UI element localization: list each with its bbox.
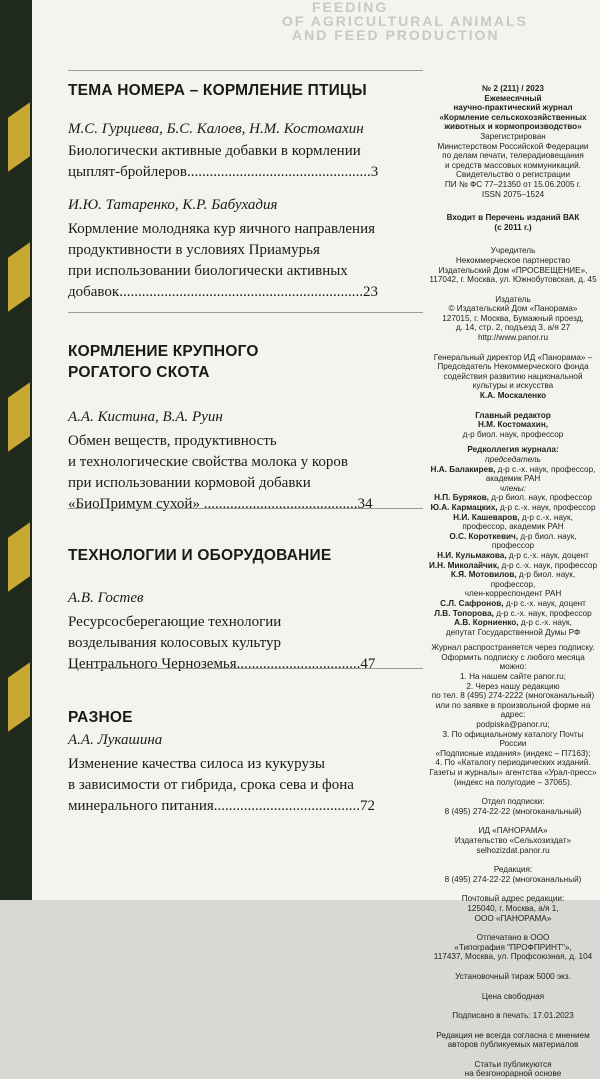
imprint-column (428, 84, 598, 1079)
member-name: К.Я. Мотовилов, (450, 570, 517, 580)
article-line[interactable]: в зависимости от гибрида, срока сева и фона (68, 777, 354, 793)
table-of-contents (68, 70, 423, 817)
redaction-line: Редакция: (493, 865, 533, 875)
editor-name: Н.М. Костомахин, (477, 420, 549, 430)
director-line: Председатель Некоммерческого фонда (437, 362, 589, 372)
founder-line: Издательский Дом «ПРОСВЕЩЕНИЕ», (438, 265, 588, 275)
journal-banner (252, 0, 582, 43)
journal-line: Ежемесячный (484, 93, 542, 103)
reg-line: по делам печати, телерадиовещания (442, 151, 584, 161)
reg-line: Свидетельство о регистрации (455, 170, 571, 180)
founder-line: Учредитель (490, 246, 536, 256)
postal-line: ООО «ПАНОРАМА» (474, 913, 552, 923)
member-name: А.В. Корниенко, (454, 618, 519, 628)
authors-2: И.Ю. Татаренко, К.Р. Бабухадия (68, 197, 278, 213)
subscription-line: 2. Через нашу редакцию (466, 681, 560, 691)
director-line: культуры и искусства (472, 381, 554, 391)
subscription-line: 4. По «Каталогу периодических изданий. (435, 758, 591, 768)
members-label: члены: (499, 483, 527, 493)
member-name: Ю.А. Кармацких, (430, 502, 498, 512)
disclaimer-line: авторов публикуемых материалов (447, 1040, 579, 1050)
authors-4: А.В. Гостев (68, 590, 144, 606)
subscription-line: Оформить подписку с любого месяца можно: (441, 652, 585, 672)
article-line[interactable]: минерального питания.......................................72 (68, 798, 376, 814)
member-name: Н.П. Буряков, (434, 493, 489, 503)
article-line[interactable]: цыплят-бройлеров.................................................3 (68, 164, 379, 180)
director-line: Генеральный директор ИД «Панорама» – (433, 352, 593, 362)
reg-line: Зарегистрирован (480, 131, 546, 141)
article-line[interactable]: Обмен веществ, продуктивность (68, 433, 277, 449)
print-line: Отпечатано в ООО (476, 933, 550, 943)
reg-line: и средств массовых коммуникаций. (445, 160, 581, 170)
vak-line: (с 2011 г.) (494, 222, 532, 232)
banner-line-1: FEEDING (312, 0, 389, 15)
founder-line: 117042, г. Москва, ул. Южнобутовская, д. 45 (429, 275, 597, 285)
authors-1: М.С. Гурциева, Б.С. Калоев, Н.М. Костомахин (68, 121, 364, 137)
member-name: О.С. Короткевич, (449, 531, 519, 541)
article-line[interactable]: «БиоПримум сухой» .........................................34 (68, 496, 373, 512)
member-degree: д-р с.-х. наук, профессор (500, 502, 596, 512)
divider-1 (68, 312, 423, 313)
reg-line: ПИ № ФС 77–21350 от 15.06.2005 г. (444, 179, 582, 189)
redaction-line: 8 (495) 274-22-22 (многоканальный) (444, 874, 582, 884)
banner-line-3: AND FEED PRODUCTION (292, 27, 500, 43)
dept-line: Отдел подписки: (481, 797, 545, 807)
id-link[interactable]: selhozizdat.panor.ru (476, 845, 550, 855)
journal-line: животных и кормопроизводство» (444, 122, 582, 132)
divider-2 (68, 508, 423, 509)
chair-name: Н.А. Балакирев, (430, 464, 496, 474)
publisher-link[interactable]: http://www.panor.ru (477, 333, 549, 343)
authors-5: А.А. Лукашина (68, 732, 163, 748)
id-line: Издательство «Сельхозиздат» (454, 835, 572, 845)
article-line[interactable]: возделывания колосовых культур (68, 635, 282, 651)
member-degree: депутат Государственной Думы РФ (445, 627, 581, 637)
article-line[interactable]: Биологически активные добавки в кормлении (68, 143, 361, 159)
director-name: К.А. Москаленко (479, 391, 547, 401)
publisher-line: Издатель (495, 294, 531, 304)
member-degree: д-р с.-х. наук, доцент (505, 598, 586, 608)
chair-degree: академик РАН (485, 474, 541, 484)
subscription-line: или по заявке в произвольной форме на адрес: (435, 700, 591, 720)
price: Цена свободная (481, 991, 545, 1001)
subscription-line: по тел. 8 (495) 274-2222 (многоканальный) (431, 691, 595, 701)
member-degree: д-р с.-х. наук, (520, 618, 572, 628)
print-line: 117437, Москва, ул. Профсоюзная, д. 104 (433, 952, 593, 962)
editor-degree: д-р биол. наук, профессор (462, 429, 564, 439)
section-heading-technology: ТЕХНОЛОГИИ И ОБОРУДОВАНИЕ (68, 547, 332, 564)
subscription-line: 1. На нашем сайте panor.ru; (460, 672, 566, 682)
review-line: Статьи публикуются (474, 1059, 552, 1069)
member-name: Н.И. Кашеваров, (453, 512, 520, 522)
review-line: на безгонорарной основе (464, 1069, 562, 1079)
member-degree: член-корреспондент РАН (464, 589, 562, 599)
member-degree: д-р с.-х. наук, профессор (501, 560, 597, 570)
member-name: Л.В. Топорова, (434, 608, 494, 618)
subscription-line: Журнал распространяется через подписку. (431, 643, 595, 653)
dept-line: 8 (495) 274-22-22 (многоканальный) (444, 806, 582, 816)
subscription-line: (индекс на полугодие – 37065). (453, 777, 573, 787)
member-name: Н.И. Кульмакова, (437, 550, 507, 560)
postal-line: 125040, г. Москва, а/я 1, (467, 903, 559, 913)
section-heading-cattle-1: КОРМЛЕНИЕ КРУПНОГО (68, 343, 259, 360)
article-line[interactable]: при использовании биологически активных (68, 263, 348, 279)
subscription-line: Газеты и журналы» агентства «Урал-пресс» (429, 768, 597, 777)
article-line[interactable]: при использовании кормовой добавки (68, 475, 311, 491)
chair-label: председатель (485, 455, 541, 464)
reg-line: ISSN 2075–1524 (481, 189, 545, 199)
vak-line: Входит в Перечень изданий ВАК (446, 213, 580, 223)
director-line: содействия развитию национальной (443, 371, 583, 381)
article-line[interactable]: Изменение качества силоса из кукурузы (68, 756, 325, 772)
member-degree: д-р биол. наук, профессор (491, 493, 592, 503)
member-degree: профессор, академик РАН (462, 522, 564, 532)
article-line[interactable]: продуктивности в условиях Приамурья (68, 242, 320, 258)
subscription-line: 3. По официальному каталогу Почты России (442, 729, 584, 749)
section-heading-misc: РАЗНОЕ (68, 709, 133, 726)
member-degree: д-р с.-х. наук, доцент (508, 550, 589, 560)
section-heading-poultry: ТЕМА НОМЕРА – КОРМЛЕНИЕ ПТИЦЫ (68, 82, 367, 99)
id-line: ИД «ПАНОРАМА» (478, 826, 548, 836)
section-heading-cattle-2: РОГАТОГО СКОТА (68, 364, 210, 381)
member-name: И.Н. Миколайчик, (429, 560, 500, 570)
subscription-line: «Подписные издания» (индекс – П7163); (435, 748, 591, 758)
reg-line: Министерством Российской Федерации (437, 141, 589, 151)
postal-line: Почтовый адрес редакции: (461, 894, 565, 904)
article-line[interactable]: добавок.................................................................23 (68, 284, 378, 300)
member-degree: д-р биол. наук, профессор, (490, 570, 576, 589)
divider-3 (68, 668, 423, 669)
journal-line: «Кормление сельскохозяйственных (439, 112, 587, 122)
authors-3: А.А. Кистина, В.А. Руин (68, 409, 223, 425)
subscription-email[interactable]: podpiska@panor.ru; (476, 720, 550, 730)
signed-date: Подписано в печать: 17.01.2023 (452, 1011, 574, 1021)
article-line[interactable]: Ресурсосберегающие технологии (68, 614, 282, 630)
banner-line-2: OF AGRICULTURAL ANIMALS (282, 13, 528, 29)
journal-line: научно-практический журнал (453, 103, 573, 113)
publisher-line: © Издательский Дом «Панорама» (448, 304, 578, 314)
member-degree: д-р биол. наук, профессор (491, 531, 577, 551)
chair-degree: д-р с.-х. наук, профессор, (497, 464, 596, 474)
disclaimer-line: Редакция не всегда согласна с мнением (436, 1030, 590, 1040)
article-line[interactable]: Центрального Черноземья.................................47 (68, 656, 376, 672)
founder-line: Некоммерческое партнерство (455, 255, 571, 265)
member-degree: д-р с.-х. наук, профессор (496, 608, 592, 618)
member-name: С.Л. Сафронов, (440, 598, 504, 608)
article-line[interactable]: Кормление молодняка кур яичного направления (68, 221, 376, 237)
board-title: Редколлегия журнала: (467, 445, 559, 455)
print-line: «Типография "ПРОФПРИНТ"», (454, 942, 572, 952)
member-degree: д-р с.-х. наук, (521, 512, 573, 522)
publisher-line: 127015, г. Москва, Бумажный проезд, (442, 313, 584, 323)
publisher-line: д. 14, стр. 2, подъезд 3, а/я 27 (455, 323, 571, 333)
cover-edge-band (0, 0, 32, 900)
article-line[interactable]: и технологические свойства молока у коров (68, 454, 349, 470)
editor-title: Главный редактор (475, 410, 551, 420)
print-run: Установочный тираж 5000 экз. (455, 971, 571, 981)
issue-number: № 2 (211) / 2023 (482, 84, 544, 93)
